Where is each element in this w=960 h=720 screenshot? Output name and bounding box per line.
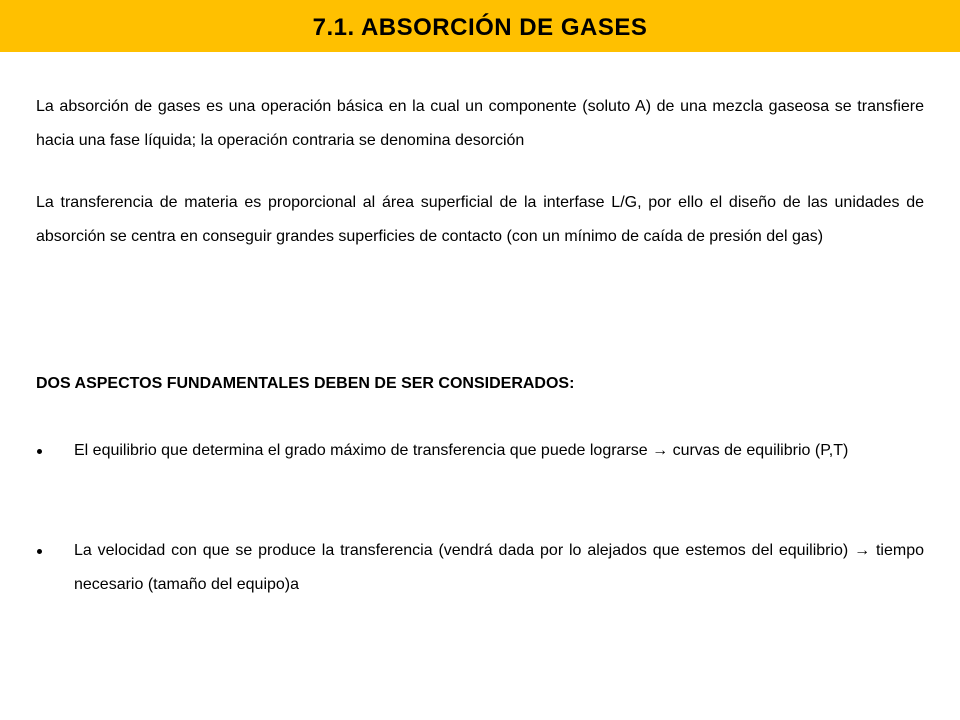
page-title: 7.1. ABSORCIÓN DE GASES xyxy=(312,14,648,41)
bullet-icon xyxy=(36,534,74,602)
list-item xyxy=(36,534,924,602)
paragraph-transfer: La transferencia de materia es proporcional al área superficial de la interfase L/G, por ello el diseño de las unidades de absorción se centra en conseguir grandes superficies de contacto (con un mínimo de caída de presión del gas) xyxy=(36,194,924,245)
paragraph-intro: La absorción de gases es una operación básica en la cual un componente (soluto A) de una mezcla gaseosa se transfiere hacia una fase líquida; la operación contraria se denomina desorción xyxy=(36,98,924,149)
list-item xyxy=(36,434,924,468)
title-bar xyxy=(0,0,960,52)
list-item-text: El equilibrio que determina el grado máximo de transferencia que puede lograrse → curvas de equilibrio (P,T) xyxy=(74,442,849,459)
list-item-text: La velocidad con que se produce la transferencia (vendrá dada por lo alejados que estemos del equilibrio) → tiempo necesario (tamaño del equipo)a xyxy=(74,542,924,593)
section-heading: DOS ASPECTOS FUNDAMENTALES DEBEN DE SER CONSIDERADOS: xyxy=(36,375,575,392)
bullet-icon xyxy=(36,434,74,468)
